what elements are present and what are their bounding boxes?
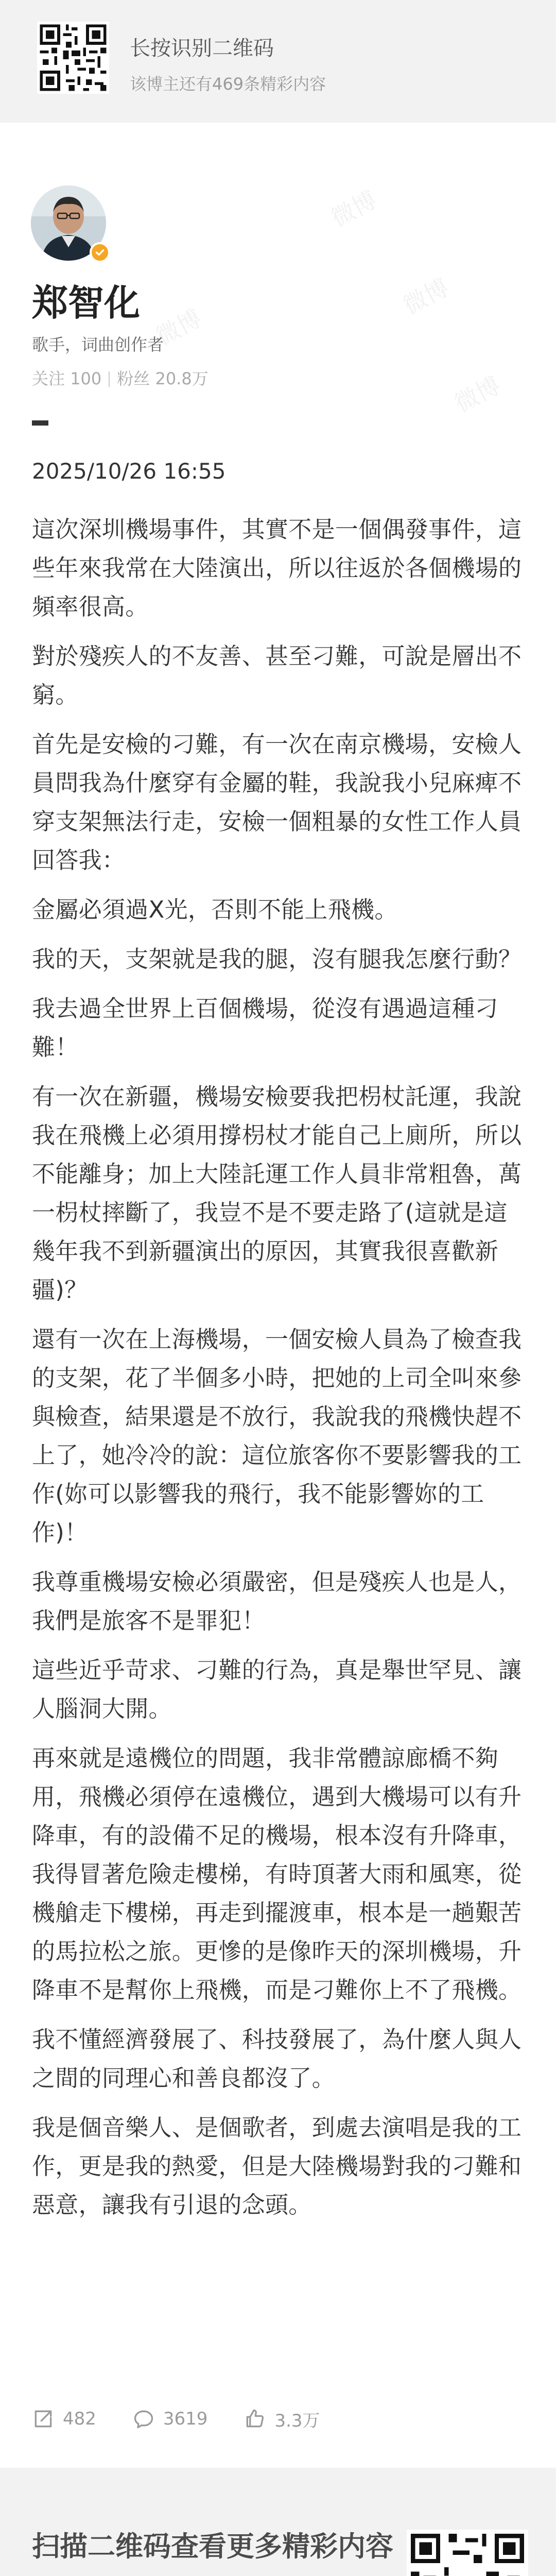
top-banner-subtitle: 该博主还有469条精彩内容: [130, 74, 326, 94]
watermark: 微博: [450, 371, 505, 418]
author-name[interactable]: 郑智化: [32, 282, 140, 324]
post-paragraph: 我不懂經濟發展了、科技發展了，為什麼人與人之間的同理心和善良都沒了。: [32, 2026, 522, 2092]
fans-label: 粉丝: [117, 369, 150, 388]
top-banner-title: 长按识别二维码: [130, 37, 274, 60]
repost-count: 482: [63, 2409, 96, 2429]
action-bar: [32, 2401, 356, 2437]
verified-badge-icon: [90, 242, 110, 263]
follow-label: 关注: [32, 369, 65, 388]
comment-count: 3619: [163, 2409, 208, 2429]
follow-count: 100: [70, 369, 102, 388]
like-icon: [244, 2408, 266, 2430]
stats-divider: [109, 371, 110, 387]
post-paragraph: 這些近乎苛求、刁難的行為，真是舉世罕見、讓人腦洞大開。: [32, 1656, 522, 1722]
comment-icon: [132, 2408, 155, 2430]
comment-button[interactable]: [132, 2408, 208, 2430]
bottom-qr-code-icon: [407, 2530, 528, 2576]
bottom-banner-subtitle: [32, 2574, 217, 2576]
fans-count: 20.8万: [155, 369, 208, 388]
bottom-banner-title: 扫描二维码查看更多精彩内容: [32, 2530, 393, 2563]
post-paragraph: 對於殘疾人的不友善、甚至刁難，可說是層出不窮。: [32, 642, 522, 708]
post-paragraph: 有一次在新疆，機場安檢要我把枴杖託運，我說我在飛機上必須用撐枴杖才能自己上廁所，所以不能離身；加上大陸託運工作人員非常粗魯，萬一枴杖摔斷了，我豈不是不要走路了(這就是這幾年我不到新疆演出的原因，其實我很喜歡新疆)？: [32, 1083, 522, 1303]
post-paragraph: 還有一次在上海機場，一個安檢人員為了檢查我的支架，花了半個多小時，把她的上司全叫來參與檢查，結果還是不放行，我說我的飛機快趕不上了，她冷冷的說：這位旅客你不要影響我的工作(妳可以影響我的飛行，我不能影響妳的工作)！: [32, 1326, 522, 1546]
post-paragraph: 再來就是遠機位的問題，我非常體諒廊橋不夠用，飛機必須停在遠機位，遇到大機場可以有升降車，有的設備不足的機場，根本沒有升降車，我得冒著危險走樓梯，有時頂著大雨和風寒，從機艙走下樓梯，再走到擺渡車，根本是一趟艱苦的馬拉松之旅。更慘的是像昨天的深圳機場，升降車不是幫你上飛機，而是刁難你上不了飛機。: [32, 1744, 522, 2004]
post-paragraph: 金屬必須過X光，否則不能上飛機。: [32, 896, 398, 923]
author-description: 歌手，词曲创作者: [32, 335, 164, 354]
top-qr-code-icon: [37, 22, 109, 94]
post-paragraph: 首先是安檢的刁難，有一次在南京機場，安檢人員問我為什麼穿有金屬的鞋，我說我小兒麻痺不穿支架無法行走，安檢一個粗暴的女性工作人員回答我：: [32, 731, 522, 874]
post-paragraph: 我的天，支架就是我的腿，沒有腿我怎麼行動？: [32, 945, 522, 973]
like-button[interactable]: [244, 2406, 320, 2432]
post-paragraph: 我是個音樂人、是個歌者，到處去演唱是我的工作，更是我的熱愛，但是大陸機場對我的刁難和惡意，讓我有引退的念頭。: [32, 2114, 522, 2218]
author-stats: [32, 366, 208, 389]
post-paragraph: 我尊重機場安檢必須嚴密，但是殘疾人也是人，我們是旅客不是罪犯！: [32, 1568, 522, 1634]
post-paragraph: 這次深圳機場事件，其實不是一個偶發事件，這些年來我常在大陸演出，所以往返於各個機場的頻率很高。: [32, 516, 522, 620]
post-paragraph: 我去過全世界上百個機場，從沒有遇過這種刁難！: [32, 995, 499, 1061]
watermark: 微博: [326, 185, 381, 233]
like-count: 3.3万: [274, 2410, 320, 2431]
section-divider: [32, 420, 48, 426]
post-date: 2025/10/26 16:55: [32, 459, 226, 484]
post-body: [32, 510, 524, 2235]
repost-icon: [32, 2408, 55, 2430]
repost-button[interactable]: [32, 2408, 96, 2430]
watermark: 微博: [151, 304, 206, 351]
watermark: 微博: [398, 273, 454, 320]
